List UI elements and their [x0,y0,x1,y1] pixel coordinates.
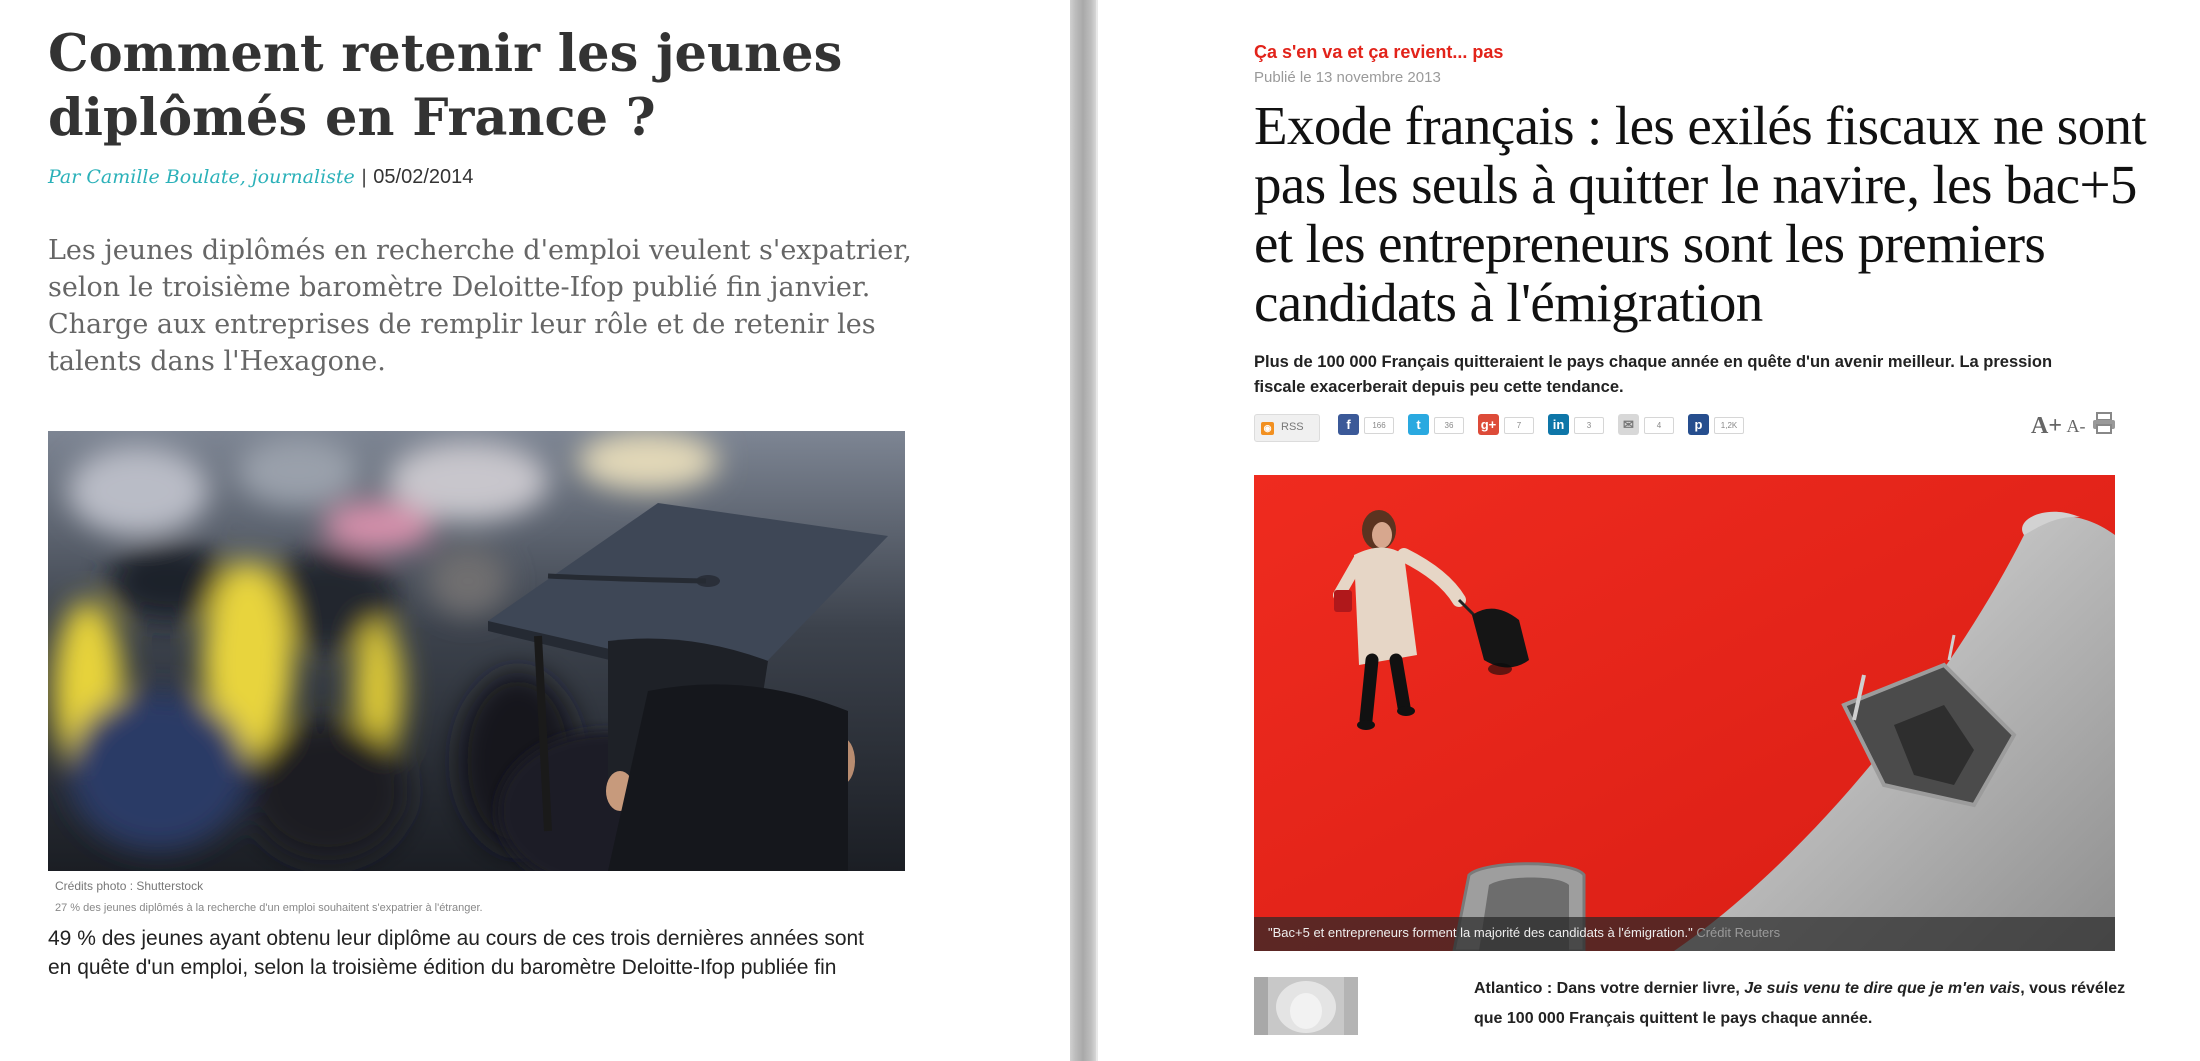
photo-credit: Crédits photo : Shutterstock [55,879,204,893]
email-icon: ✉ [1618,414,1639,435]
interview-lead: Atlantico : Dans votre dernier livre, [1474,980,1745,997]
photo-caption [1268,925,1780,940]
body-line: 49 % des jeunes ayant obtenu leur diplôme au cours de ces trois dernières années sont [48,927,865,950]
woman-and-jet-photo [1254,475,2115,951]
printer-icon [2092,412,2116,434]
author-thumbnail [1254,977,1358,1035]
photo-caption: 27 % des jeunes diplômés à la recherche d'un emploi souhaitent s'expatrier à l'étranger. [55,902,483,914]
author-link[interactable]: Camille Boulate, journaliste [86,166,355,188]
caption-text: "Bac+5 et entrepreneurs forment la majorité des candidats à l'émigration." [1268,925,1693,940]
pinterest-icon: p [1688,414,1709,435]
book-title: Je suis venu te dire que je m'en vais [1744,980,2021,997]
share-count: 1,2K [1714,417,1744,434]
font-increase-button[interactable]: A+ [2031,413,2063,439]
byline-prefix: Par [48,166,81,188]
google-plus-icon: g+ [1478,414,1499,435]
share-toolbar [1254,410,2114,446]
byline-separator: | [360,166,368,188]
caption-credit: Crédit Reuters [1696,925,1781,940]
share-count: 7 [1504,417,1534,434]
rss-icon: ◉ [1261,422,1274,435]
linkedin-icon: in [1548,414,1569,435]
share-count: 4 [1644,417,1674,434]
share-count: 3 [1574,417,1604,434]
interview-intro [1474,974,2134,1034]
right-article-title: Exode français : les exilés fiscaux ne sont pas les seuls à quitter le navire, les bac+5 et les entrepreneurs sont les premiers candidats à l'émigration [1254,95,2147,333]
left-article-body [48,924,908,982]
facebook-icon: f [1338,414,1359,435]
font-decrease-button[interactable]: A- [2066,416,2086,436]
share-count: 166 [1364,417,1394,434]
published-date: Publié le 13 novembre 2013 [1254,69,1441,86]
left-article-lead: Les jeunes diplômés en recherche d'emploi veulent s'expatrier, selon le troisième baromètre Deloitte-Ifop publié fin janvier. Charge aux entreprises de remplir leur rôle et de retenir les talents dans l'Hexagone. [48,235,912,377]
rss-button[interactable] [1254,414,1320,442]
article-date: 05/02/2014 [373,166,474,188]
right-article-standfirst: Plus de 100 000 Français quitteraient le pays chaque année en quête d'un avenir meilleur. La pression fiscale exacerberait depuis peu cette tendance. [1254,353,2053,396]
left-article-title: Comment retenir les jeunes diplômés en France ? [48,24,843,148]
rss-label: RSS [1281,421,1304,433]
interview-rest: , vous révélez que 100 000 Français quittent le pays chaque année. [1474,980,2126,1027]
graduation-cap-photo [48,431,905,871]
share-count: 36 [1434,417,1464,434]
article-kicker[interactable]: Ça s'en va et ça revient... pas [1254,42,1504,62]
left-article-byline [48,166,473,189]
print-button[interactable] [2090,412,2118,440]
page-divider [1070,0,1096,1061]
body-line: en quête d'un emploi, selon la troisième édition du baromètre Deloitte-Ifop publiée fin [48,956,837,979]
twitter-icon: t [1408,414,1429,435]
